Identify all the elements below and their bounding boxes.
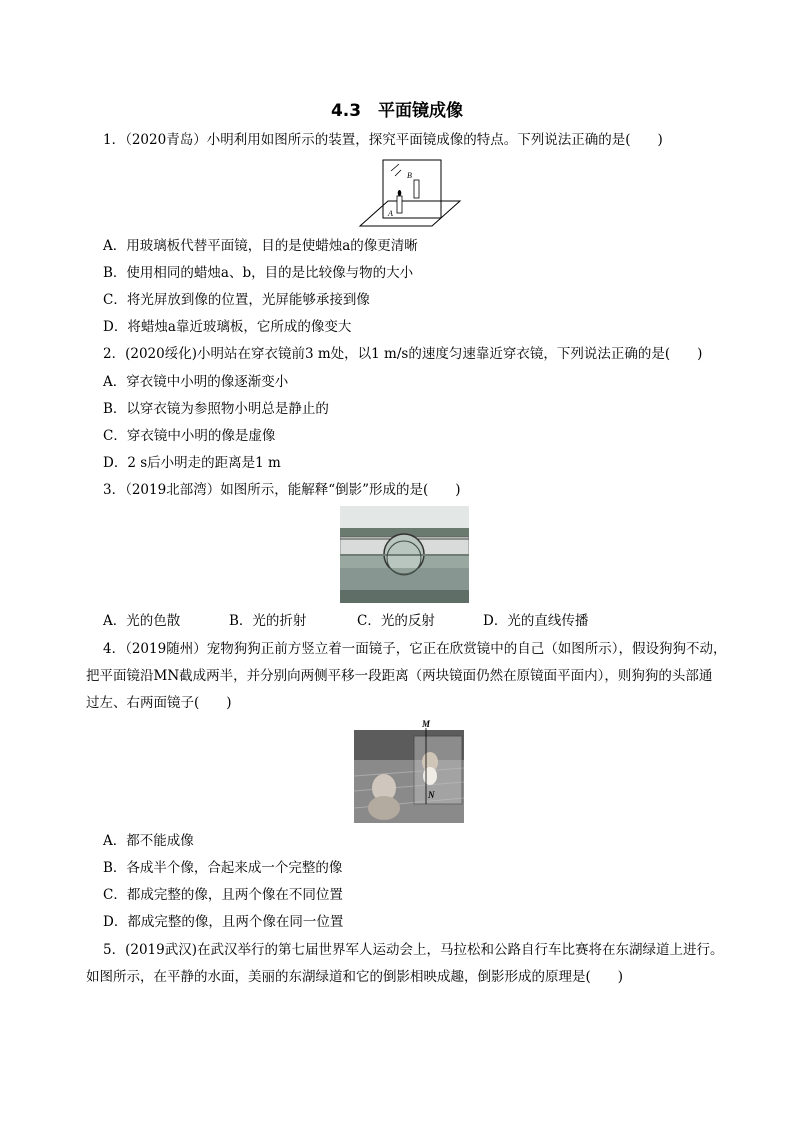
candle-b-label: B: [407, 171, 412, 180]
page-title: 4.3 平面镜成像: [330, 101, 464, 121]
question-5-stem-line-1: 5．(2019武汉)在武汉举行的第七届世界军人运动会上，马拉松和公路自行车比赛将在东湖绿道上进行。: [103, 942, 724, 958]
mirror-candle-apparatus-figure: [355, 156, 465, 230]
question-3-option-c: C．光的反射: [357, 613, 435, 629]
question-4-option-d: D．都成完整的像，且两个像在同一位置: [103, 914, 344, 930]
question-3-option-b: B．光的折射: [229, 613, 307, 629]
candle-a-label: A: [388, 209, 393, 218]
question-1-stem: 1．（2020青岛）小明利用如图所示的装置，探究平面镜成像的特点。下列说法正确的是( ): [103, 132, 663, 148]
question-1-option-b: B．使用相同的蜡烛a、b，目的是比较像与物的大小: [103, 265, 414, 281]
question-4-stem-line-2: 把平面镜沿MN截成两半，并分别向两侧平移一段距离（两块镜面仍然在原镜面平面内），则狗狗的头部通: [86, 668, 713, 684]
mirror-n-label: N: [428, 790, 435, 800]
question-4-stem-line-3: 过左、右两面镜子( ): [86, 695, 232, 711]
question-3-option-d: D．光的直线传播: [483, 613, 589, 629]
question-1-option-d: D．将蜡烛a靠近玻璃板，它所成的像变大: [103, 319, 352, 335]
question-2-option-d: D．2 s后小明走的距离是1 m: [103, 455, 281, 471]
question-5-stem-line-2: 如图所示，在平静的水面，美丽的东湖绿道和它的倒影相映成趣，倒影形成的原理是( ): [86, 969, 624, 985]
question-1-option-c: C．将光屏放到像的位置，光屏能够承接到像: [103, 292, 370, 308]
bridge-reflection-photo: [340, 506, 469, 603]
question-2-option-b: B．以穿衣镜为参照物小明总是静止的: [103, 401, 329, 417]
question-2-stem: 2．(2020绥化)小明站在穿衣镜前3 m处，以1 m/s的速度匀速靠近穿衣镜，下列说法正确的是( ): [103, 346, 703, 362]
question-2-option-c: C．穿衣镜中小明的像是虚像: [103, 428, 276, 444]
question-3-stem: 3．（2019北部湾）如图所示，能解释“倒影”形成的是( ): [103, 482, 461, 498]
question-2-option-a: A．穿衣镜中小明的像逐渐变小: [103, 374, 289, 390]
question-4-option-c: C．都成完整的像，且两个像在不同位置: [103, 887, 343, 903]
mirror-m-label: M: [422, 719, 431, 729]
dog-mirror-photo: [354, 716, 464, 823]
question-3-option-a: A．光的色散: [103, 613, 181, 629]
question-1-option-a: A．用玻璃板代替平面镜，目的是使蜡烛a的像更清晰: [103, 238, 418, 254]
question-4-option-b: B．各成半个像，合起来成一个完整的像: [103, 860, 343, 876]
question-4-stem-line-1: 4．（2019随州）宠物狗狗正前方竖立着一面镜子，它正在欣赏镜中的自己（如图所示），假设狗狗不动，: [103, 641, 727, 657]
question-4-option-a: A．都不能成像: [103, 833, 194, 849]
